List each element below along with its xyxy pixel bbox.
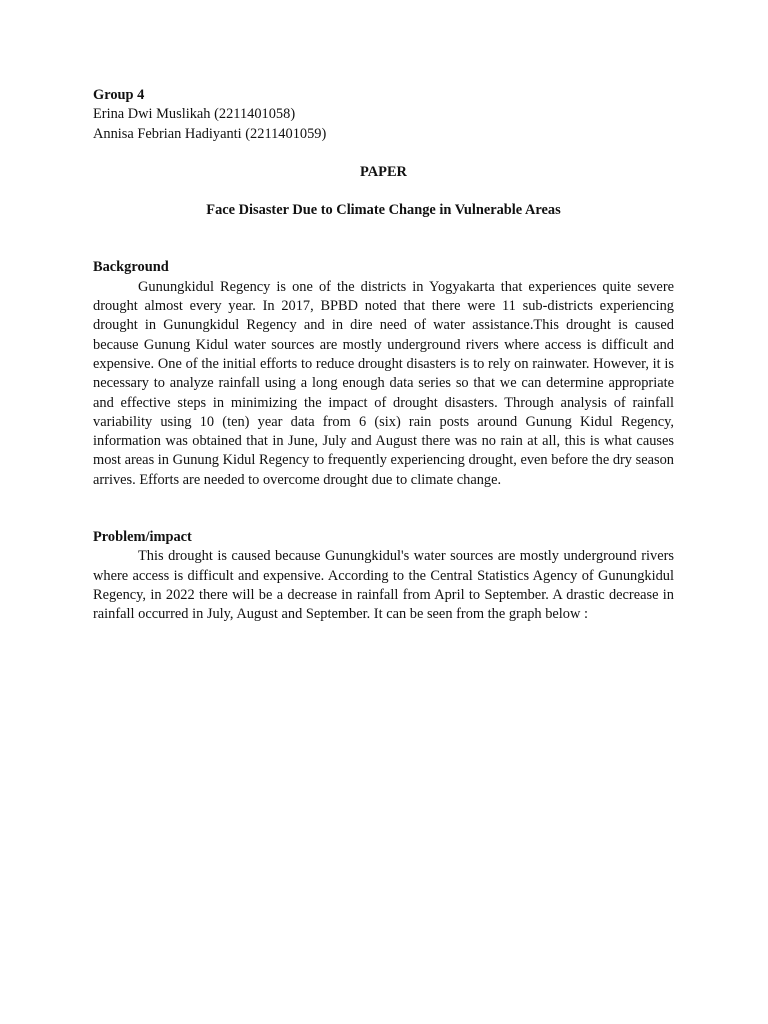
section-body-problem-impact: This drought is caused because Gunungkidul's water sources are mostly underground rivers where access is difficult and expensive. According to the Central Statistics Agency of Gunungkidul Regency, in 2022 there will be a decrease in rainfall from April to September. A drastic decrease in rainfall occurred in July, August and September. It can be seen from the graph below :	[93, 548, 674, 623]
author-name-2: Annisa Febrian Hadiyanti (2211401059)	[93, 125, 327, 142]
section-problem-impact	[93, 528, 674, 624]
author-block	[93, 86, 674, 144]
document-content	[93, 86, 674, 625]
section-body-background: Gunungkidul Regency is one of the districts in Yogyakarta that experiences quite severe drought almost every year. In 2017, BPBD noted that there were 11 sub-districts experiencing drought in Gunungkidul Regency and in dire need of water assistance.This drought is caused because Gunung Kidul water sources are mostly underground rivers where access is difficult and expensive. One of the initial efforts to reduce drought disasters is to rely on rainwater. However, it is necessary to analyze rainfall using a long enough data series so that we can determine appropriate and effective steps in minimizing the impact of drought disasters. Through analysis of rainfall variability using 10 (ten) year data from 6 (six) rain posts around Gunung Kidul Regency, information was obtained that in June, July and August there was no rain at all, this is what causes most areas in Gunung Kidul Regency to frequently experiencing drought, even before the dry season arrives. Efforts are needed to overcome drought due to climate change.	[93, 278, 674, 488]
document-type-label: PAPER	[360, 163, 407, 180]
group-label: Group 4	[93, 87, 145, 103]
section-heading-background: Background	[93, 259, 169, 276]
section-background	[93, 258, 674, 490]
document-title: Face Disaster Due to Climate Change in Vulnerable Areas	[206, 202, 561, 219]
section-heading-problem-impact: Problem/impact	[93, 529, 192, 546]
author-name-1: Erina Dwi Muslikah (2211401058)	[93, 106, 296, 123]
